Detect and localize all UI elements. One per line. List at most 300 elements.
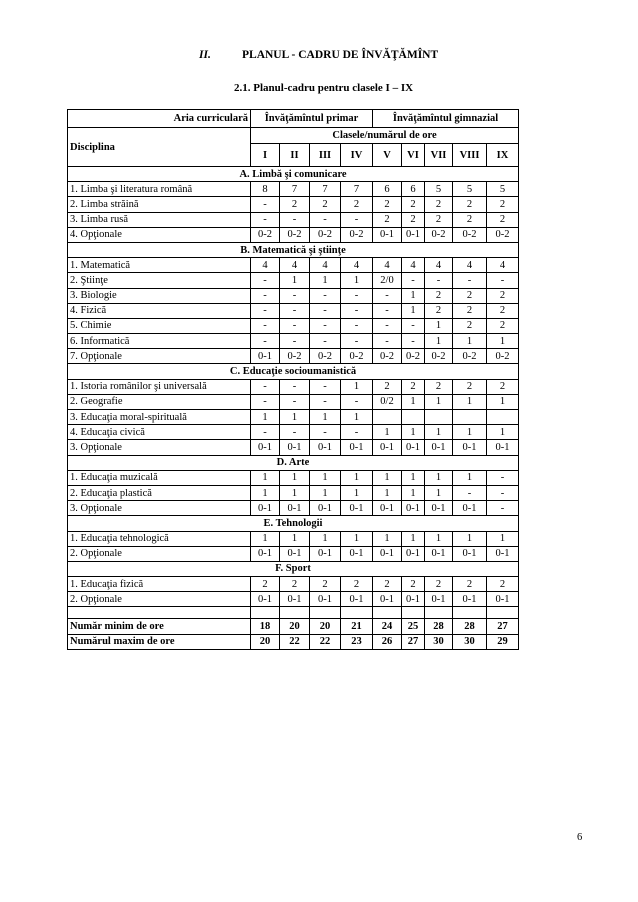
hours-cell: - bbox=[341, 303, 373, 318]
hours-cell: - bbox=[280, 212, 310, 227]
hours-cell: 1 bbox=[402, 470, 425, 485]
hours-cell: 0-1 bbox=[425, 440, 453, 455]
discipline-row bbox=[68, 470, 519, 485]
hours-cell: 0-2 bbox=[341, 349, 373, 364]
discipline-row bbox=[68, 288, 519, 303]
discipline-name: 3. Opţionale bbox=[68, 440, 251, 455]
hours-cell: 22 bbox=[310, 634, 341, 649]
discipline-row bbox=[68, 440, 519, 455]
hours-cell: 1 bbox=[453, 470, 487, 485]
hours-cell: 0-1 bbox=[487, 440, 519, 455]
hours-cell: 2 bbox=[280, 577, 310, 592]
hours-cell: 0-2 bbox=[425, 227, 453, 242]
hours-cell: 4 bbox=[453, 258, 487, 273]
hours-cell: 2 bbox=[251, 577, 280, 592]
empty-cell bbox=[280, 607, 310, 619]
hours-cell: 0-1 bbox=[280, 501, 310, 516]
hours-cell: - bbox=[251, 425, 280, 440]
hours-cell: 0-2 bbox=[487, 227, 519, 242]
hours-cell: 1 bbox=[402, 394, 425, 409]
section-title: E. Tehnologii bbox=[68, 516, 519, 531]
hours-cell: 0-1 bbox=[425, 501, 453, 516]
hours-cell: 0-1 bbox=[373, 546, 402, 561]
header-row-levels bbox=[68, 110, 519, 128]
discipline-name: 2. Ştiinţe bbox=[68, 273, 251, 288]
hours-cell: 1 bbox=[280, 273, 310, 288]
hours-cell: 2 bbox=[453, 577, 487, 592]
hours-cell: - bbox=[487, 501, 519, 516]
hours-cell: 1 bbox=[402, 425, 425, 440]
discipline-row bbox=[68, 425, 519, 440]
hours-cell: - bbox=[280, 394, 310, 409]
hours-cell: 0-1 bbox=[402, 440, 425, 455]
hours-cell: - bbox=[453, 485, 487, 500]
hours-cell: - bbox=[373, 303, 402, 318]
hours-cell: 0-2 bbox=[402, 349, 425, 364]
discipline-name: 2. Limba străină bbox=[68, 197, 251, 212]
hours-cell: 22 bbox=[280, 634, 310, 649]
hours-cell: 1 bbox=[280, 470, 310, 485]
hours-cell: 0-1 bbox=[373, 592, 402, 607]
heading-number: II. bbox=[199, 49, 211, 61]
hours-cell: 0-1 bbox=[251, 592, 280, 607]
hours-cell: 4 bbox=[341, 258, 373, 273]
spacer-row bbox=[68, 607, 519, 619]
hours-cell: 20 bbox=[251, 634, 280, 649]
hours-cell: - bbox=[280, 379, 310, 394]
empty-cell bbox=[68, 607, 251, 619]
discipline-row bbox=[68, 410, 519, 425]
hours-cell: - bbox=[251, 197, 280, 212]
section-row bbox=[68, 364, 519, 379]
discipline-header: Disciplina bbox=[68, 128, 251, 167]
hours-cell: 2 bbox=[453, 318, 487, 333]
hours-cell: 0-1 bbox=[373, 440, 402, 455]
hours-cell: 1 bbox=[251, 485, 280, 500]
discipline-name: 1. Istoria românilor şi universală bbox=[68, 379, 251, 394]
hours-cell: - bbox=[280, 425, 310, 440]
discipline-name: 2. Opţionale bbox=[68, 546, 251, 561]
hours-cell: 0-2 bbox=[341, 227, 373, 242]
hours-cell: - bbox=[251, 394, 280, 409]
hours-cell: 2 bbox=[487, 288, 519, 303]
grade-header: I bbox=[251, 144, 280, 167]
hours-cell: 7 bbox=[280, 182, 310, 197]
hours-cell: 2 bbox=[453, 303, 487, 318]
discipline-name: 2. Educaţia plastică bbox=[68, 485, 251, 500]
hours-cell: 20 bbox=[280, 619, 310, 634]
hours-cell: 1 bbox=[310, 470, 341, 485]
hours-cell: 2 bbox=[310, 577, 341, 592]
hours-cell: - bbox=[373, 318, 402, 333]
hours-cell: - bbox=[251, 212, 280, 227]
empty-cell bbox=[341, 607, 373, 619]
hours-cell: - bbox=[487, 273, 519, 288]
grade-header: V bbox=[373, 144, 402, 167]
hours-cell: 1 bbox=[310, 485, 341, 500]
hours-cell: 7 bbox=[310, 182, 341, 197]
hours-cell: 0-1 bbox=[310, 501, 341, 516]
hours-cell: - bbox=[453, 273, 487, 288]
hours-cell: 1 bbox=[341, 273, 373, 288]
hours-cell: 1 bbox=[453, 531, 487, 546]
hours-cell: 2 bbox=[280, 197, 310, 212]
hours-cell: 2 bbox=[402, 212, 425, 227]
hours-cell bbox=[487, 410, 519, 425]
section-row bbox=[68, 242, 519, 257]
hours-cell: 2 bbox=[310, 197, 341, 212]
discipline-row bbox=[68, 379, 519, 394]
hours-cell: 1 bbox=[425, 485, 453, 500]
section-row bbox=[68, 561, 519, 576]
section-title: D. Arte bbox=[68, 455, 519, 470]
hours-cell: - bbox=[425, 273, 453, 288]
hours-cell: - bbox=[280, 334, 310, 349]
discipline-name: Număr minim de ore bbox=[68, 619, 251, 634]
discipline-row bbox=[68, 334, 519, 349]
hours-cell: - bbox=[310, 379, 341, 394]
discipline-name: 3. Biologie bbox=[68, 288, 251, 303]
hours-cell: 2 bbox=[487, 577, 519, 592]
hours-cell: 1 bbox=[251, 410, 280, 425]
hours-cell: 1 bbox=[453, 394, 487, 409]
hours-cell: 0-1 bbox=[373, 501, 402, 516]
hours-cell: 1 bbox=[280, 531, 310, 546]
hours-cell: 1 bbox=[425, 394, 453, 409]
hours-cell: 2 bbox=[341, 197, 373, 212]
hours-cell: - bbox=[402, 318, 425, 333]
section-row bbox=[68, 516, 519, 531]
hours-cell: 0-1 bbox=[280, 592, 310, 607]
hours-cell: 1 bbox=[341, 470, 373, 485]
hours-cell: - bbox=[251, 379, 280, 394]
hours-cell: 2 bbox=[425, 379, 453, 394]
hours-cell: 2 bbox=[373, 577, 402, 592]
hours-cell: 2 bbox=[425, 197, 453, 212]
hours-cell: 1 bbox=[341, 531, 373, 546]
hours-cell: - bbox=[280, 318, 310, 333]
discipline-row bbox=[68, 182, 519, 197]
discipline-row bbox=[68, 197, 519, 212]
hours-cell: 2 bbox=[487, 303, 519, 318]
discipline-name: 1. Limba şi literatura română bbox=[68, 182, 251, 197]
hours-cell: 2 bbox=[373, 379, 402, 394]
hours-cell: 25 bbox=[402, 619, 425, 634]
hours-cell: 2 bbox=[402, 197, 425, 212]
hours-cell: - bbox=[341, 425, 373, 440]
hours-cell: - bbox=[373, 334, 402, 349]
grade-header: III bbox=[310, 144, 341, 167]
hours-cell: 0-1 bbox=[453, 440, 487, 455]
totals-row bbox=[68, 634, 519, 649]
hours-cell: 4 bbox=[487, 258, 519, 273]
hours-cell: 28 bbox=[425, 619, 453, 634]
hours-cell: - bbox=[251, 273, 280, 288]
hours-cell: 0-1 bbox=[487, 592, 519, 607]
section-title: F. Sport bbox=[68, 561, 519, 576]
hours-cell: 1 bbox=[280, 485, 310, 500]
discipline-name: 1. Educaţia tehnologică bbox=[68, 531, 251, 546]
hours-cell: 5 bbox=[487, 182, 519, 197]
hours-cell: 0-1 bbox=[453, 546, 487, 561]
hours-cell: 2 bbox=[425, 212, 453, 227]
hours-cell bbox=[425, 410, 453, 425]
empty-cell bbox=[373, 607, 402, 619]
hours-cell: 0-1 bbox=[251, 349, 280, 364]
discipline-name: 1. Educaţia muzicală bbox=[68, 470, 251, 485]
hours-cell: 28 bbox=[453, 619, 487, 634]
grade-header: IX bbox=[487, 144, 519, 167]
discipline-row bbox=[68, 349, 519, 364]
hours-cell: 0-2 bbox=[280, 227, 310, 242]
hours-cell: 1 bbox=[373, 470, 402, 485]
hours-cell: 2 bbox=[425, 303, 453, 318]
hours-cell: 0-2 bbox=[310, 349, 341, 364]
hours-cell: - bbox=[280, 288, 310, 303]
discipline-name: 2. Geografie bbox=[68, 394, 251, 409]
hours-cell: - bbox=[341, 212, 373, 227]
hours-cell: - bbox=[280, 303, 310, 318]
area-header: Aria curriculară bbox=[68, 110, 251, 128]
hours-cell: 1 bbox=[251, 531, 280, 546]
hours-cell: - bbox=[341, 318, 373, 333]
hours-cell: - bbox=[373, 288, 402, 303]
hours-cell: 7 bbox=[341, 182, 373, 197]
hours-cell: 1 bbox=[487, 394, 519, 409]
hours-cell: 0-1 bbox=[280, 546, 310, 561]
hours-cell: 1 bbox=[402, 303, 425, 318]
hours-cell: 1 bbox=[310, 531, 341, 546]
hours-cell: 0-1 bbox=[373, 227, 402, 242]
primary-header: Învăţămîntul primar bbox=[251, 110, 373, 128]
hours-cell: 27 bbox=[487, 619, 519, 634]
hours-cell: - bbox=[310, 318, 341, 333]
subsection-heading: 2.1. Planul-cadru pentru clasele I – IX bbox=[234, 82, 414, 94]
hours-cell: - bbox=[402, 334, 425, 349]
hours-cell: 0-2 bbox=[251, 227, 280, 242]
hours-cell: - bbox=[310, 425, 341, 440]
hours-cell: 1 bbox=[373, 531, 402, 546]
hours-cell: 0-2 bbox=[453, 349, 487, 364]
hours-cell: 0-1 bbox=[251, 440, 280, 455]
discipline-row bbox=[68, 485, 519, 500]
discipline-row bbox=[68, 258, 519, 273]
section-row bbox=[68, 167, 519, 182]
hours-cell: 2 bbox=[487, 197, 519, 212]
discipline-row bbox=[68, 501, 519, 516]
classes-header: Clasele/numărul de ore bbox=[251, 128, 519, 144]
hours-cell: 1 bbox=[310, 273, 341, 288]
totals-row bbox=[68, 619, 519, 634]
hours-cell: 2 bbox=[425, 288, 453, 303]
hours-cell: 6 bbox=[402, 182, 425, 197]
discipline-name: 1. Educaţia fizică bbox=[68, 577, 251, 592]
hours-cell: 1 bbox=[373, 425, 402, 440]
discipline-name: 3. Educaţia moral-spirituală bbox=[68, 410, 251, 425]
hours-cell: - bbox=[402, 273, 425, 288]
hours-cell: 1 bbox=[341, 379, 373, 394]
hours-cell: 1 bbox=[425, 425, 453, 440]
hours-cell: 1 bbox=[453, 425, 487, 440]
hours-cell: 0-1 bbox=[402, 227, 425, 242]
hours-cell: 1 bbox=[341, 485, 373, 500]
hours-cell: - bbox=[251, 334, 280, 349]
hours-cell: 0-2 bbox=[487, 349, 519, 364]
hours-cell bbox=[402, 410, 425, 425]
hours-cell: 8 bbox=[251, 182, 280, 197]
empty-cell bbox=[251, 607, 280, 619]
empty-cell bbox=[402, 607, 425, 619]
hours-cell: - bbox=[251, 318, 280, 333]
hours-cell: 4 bbox=[280, 258, 310, 273]
hours-cell: 5 bbox=[453, 182, 487, 197]
discipline-name: 4. Opţionale bbox=[68, 227, 251, 242]
discipline-row bbox=[68, 577, 519, 592]
section-title: B. Matematică şi ştiinţe bbox=[68, 242, 519, 257]
header-row-classes bbox=[68, 128, 519, 144]
hours-cell: 0-1 bbox=[280, 440, 310, 455]
hours-cell: 2 bbox=[453, 379, 487, 394]
discipline-row bbox=[68, 318, 519, 333]
hours-cell: 4 bbox=[402, 258, 425, 273]
hours-cell: 0-2 bbox=[310, 227, 341, 242]
discipline-name: Numărul maxim de ore bbox=[68, 634, 251, 649]
hours-cell: 1 bbox=[310, 410, 341, 425]
hours-cell: 0-2 bbox=[373, 349, 402, 364]
hours-cell bbox=[373, 410, 402, 425]
hours-cell: - bbox=[487, 485, 519, 500]
hours-cell: 20 bbox=[310, 619, 341, 634]
hours-cell: 2 bbox=[402, 577, 425, 592]
hours-cell: 6 bbox=[373, 182, 402, 197]
hours-cell: 0-2 bbox=[453, 227, 487, 242]
discipline-name: 1. Matematică bbox=[68, 258, 251, 273]
hours-cell bbox=[453, 410, 487, 425]
hours-cell: - bbox=[487, 470, 519, 485]
hours-cell: 0-1 bbox=[402, 592, 425, 607]
hours-cell: 29 bbox=[487, 634, 519, 649]
hours-cell: 1 bbox=[425, 318, 453, 333]
hours-cell: 1 bbox=[280, 410, 310, 425]
hours-cell: 2 bbox=[373, 197, 402, 212]
hours-cell: - bbox=[310, 394, 341, 409]
hours-cell: 2 bbox=[453, 212, 487, 227]
discipline-name: 5. Chimie bbox=[68, 318, 251, 333]
discipline-name: 7. Opţionale bbox=[68, 349, 251, 364]
discipline-row bbox=[68, 212, 519, 227]
hours-cell: 1 bbox=[453, 334, 487, 349]
hours-cell: 18 bbox=[251, 619, 280, 634]
hours-cell: 23 bbox=[341, 634, 373, 649]
hours-cell: 1 bbox=[425, 531, 453, 546]
heading-text: PLANUL - CADRU DE ÎNVĂŢĂMÎNT bbox=[242, 49, 439, 61]
discipline-name: 4. Fizică bbox=[68, 303, 251, 318]
hours-cell: 30 bbox=[425, 634, 453, 649]
hours-cell: 4 bbox=[251, 258, 280, 273]
hours-cell: 2 bbox=[425, 577, 453, 592]
gymnasium-header: Învăţămîntul gimnazial bbox=[373, 110, 519, 128]
hours-cell: - bbox=[310, 334, 341, 349]
hours-cell: 0-1 bbox=[251, 501, 280, 516]
discipline-row bbox=[68, 546, 519, 561]
hours-cell: 1 bbox=[341, 410, 373, 425]
hours-cell: 0-2 bbox=[280, 349, 310, 364]
hours-cell: 1 bbox=[425, 334, 453, 349]
discipline-row bbox=[68, 227, 519, 242]
hours-cell: 1 bbox=[487, 334, 519, 349]
hours-cell: 0-1 bbox=[341, 546, 373, 561]
hours-cell: - bbox=[341, 288, 373, 303]
grade-header: IV bbox=[341, 144, 373, 167]
hours-cell: 4 bbox=[425, 258, 453, 273]
hours-cell: 0-1 bbox=[402, 501, 425, 516]
hours-cell: 2 bbox=[402, 379, 425, 394]
hours-cell: 0-1 bbox=[453, 592, 487, 607]
hours-cell: 26 bbox=[373, 634, 402, 649]
grade-header: II bbox=[280, 144, 310, 167]
hours-cell: 2/0 bbox=[373, 273, 402, 288]
discipline-row bbox=[68, 273, 519, 288]
hours-cell: - bbox=[251, 303, 280, 318]
hours-cell: 30 bbox=[453, 634, 487, 649]
hours-cell: 0-1 bbox=[341, 501, 373, 516]
grade-header: VII bbox=[425, 144, 453, 167]
hours-cell: 2 bbox=[453, 197, 487, 212]
discipline-name: 2. Opţionale bbox=[68, 592, 251, 607]
discipline-row bbox=[68, 592, 519, 607]
discipline-row bbox=[68, 394, 519, 409]
discipline-name: 3. Opţionale bbox=[68, 501, 251, 516]
hours-cell: 2 bbox=[341, 577, 373, 592]
hours-cell: 1 bbox=[251, 470, 280, 485]
hours-cell: 2 bbox=[453, 288, 487, 303]
hours-cell: - bbox=[310, 288, 341, 303]
hours-cell: - bbox=[341, 334, 373, 349]
hours-cell: 0-1 bbox=[341, 440, 373, 455]
section-row bbox=[68, 455, 519, 470]
hours-cell: 1 bbox=[373, 485, 402, 500]
hours-cell: 21 bbox=[341, 619, 373, 634]
hours-cell: 1 bbox=[487, 531, 519, 546]
empty-cell bbox=[487, 607, 519, 619]
hours-cell: 0-1 bbox=[425, 592, 453, 607]
discipline-name: 3. Limba rusă bbox=[68, 212, 251, 227]
hours-cell: 2 bbox=[487, 212, 519, 227]
curriculum-plan-table bbox=[67, 109, 519, 650]
hours-cell: 5 bbox=[425, 182, 453, 197]
hours-cell: 0-1 bbox=[402, 546, 425, 561]
section-title: C. Educaţie socioumanistică bbox=[68, 364, 519, 379]
hours-cell: - bbox=[251, 288, 280, 303]
hours-cell: 2 bbox=[487, 379, 519, 394]
empty-cell bbox=[310, 607, 341, 619]
hours-cell: 2 bbox=[487, 318, 519, 333]
hours-cell: 27 bbox=[402, 634, 425, 649]
page-number: 6 bbox=[577, 832, 583, 843]
hours-cell: 0-1 bbox=[487, 546, 519, 561]
hours-cell: 4 bbox=[310, 258, 341, 273]
hours-cell: 0-2 bbox=[425, 349, 453, 364]
grade-header: VI bbox=[402, 144, 425, 167]
hours-cell: 2 bbox=[373, 212, 402, 227]
hours-cell: 0-1 bbox=[310, 440, 341, 455]
hours-cell: 24 bbox=[373, 619, 402, 634]
discipline-name: 4. Educaţia civică bbox=[68, 425, 251, 440]
empty-cell bbox=[425, 607, 453, 619]
hours-cell: 1 bbox=[402, 531, 425, 546]
hours-cell: 0-1 bbox=[310, 546, 341, 561]
hours-cell: 0-1 bbox=[341, 592, 373, 607]
